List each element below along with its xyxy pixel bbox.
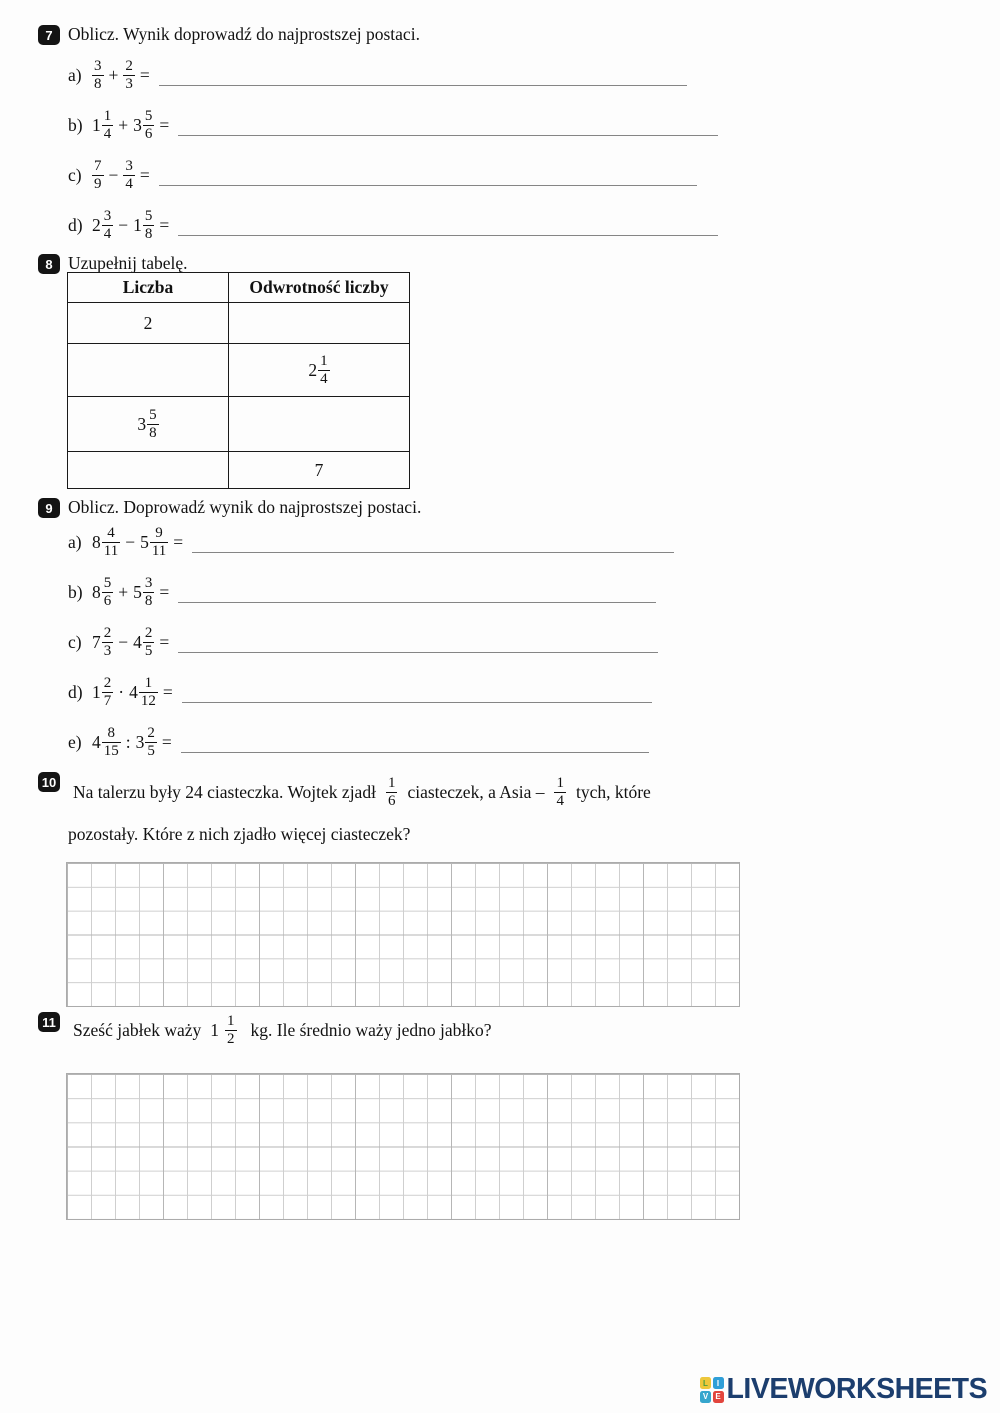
table-row <box>68 303 410 344</box>
fraction <box>143 108 155 143</box>
exercise-9-title: Oblicz. Doprowadź wynik do najprostszej postaci. <box>68 497 422 517</box>
liveworksheets-logo <box>700 1374 987 1404</box>
fraction-numerator: 2 <box>103 624 112 641</box>
exercise-8-title: Uzupełnij tabelę. <box>68 253 188 273</box>
fraction-denominator: 5 <box>147 742 155 759</box>
whole-number: 5 <box>133 581 142 602</box>
fraction-numerator: 1 <box>387 775 396 792</box>
answer-grid-1[interactable] <box>66 862 740 1007</box>
fraction-numerator: 4 <box>107 524 115 541</box>
fraction-numerator: 2 <box>144 624 153 641</box>
whole-number: 3 <box>137 413 147 434</box>
mixed-number <box>210 1013 241 1048</box>
fraction-numerator: 2 <box>125 57 133 74</box>
fraction <box>386 775 398 810</box>
whole-number: 1 <box>92 114 101 135</box>
fraction <box>150 525 168 560</box>
answer-line[interactable] <box>181 752 649 753</box>
text-segment: = <box>139 64 150 85</box>
fraction-numerator: 1 <box>320 352 328 369</box>
table-answer-cell[interactable] <box>229 303 410 344</box>
text-segment: kg. Ile średnio waży jedno jabłko? <box>250 1020 492 1040</box>
table-value-cell <box>229 344 410 397</box>
fraction-denominator: 8 <box>94 75 102 92</box>
item-label: b) <box>68 581 83 602</box>
table-value-cell <box>229 452 410 489</box>
mixed-number <box>92 625 113 660</box>
fraction <box>92 58 104 93</box>
exercise-9-equations <box>68 517 788 767</box>
mixed-number <box>92 725 121 760</box>
cell-value <box>139 313 158 334</box>
text-segment: 7 <box>314 459 324 480</box>
text-segment: = <box>173 531 184 552</box>
text-segment: = <box>139 164 150 185</box>
table-row <box>68 452 410 489</box>
table-answer-cell[interactable] <box>68 452 229 489</box>
fraction <box>143 575 155 610</box>
mixed-number <box>92 208 113 243</box>
mixed-number <box>92 525 120 560</box>
whole-number: 1 <box>92 681 101 702</box>
text-segment: − <box>118 214 129 235</box>
fraction-numerator: 3 <box>94 57 102 74</box>
fraction <box>102 575 114 610</box>
fraction-numerator: 7 <box>94 157 102 174</box>
fraction-numerator: 3 <box>125 157 133 174</box>
equation-row <box>68 517 788 567</box>
cell-value <box>137 407 158 442</box>
text-segment: tych, które <box>575 782 651 802</box>
text-segment: · <box>118 681 125 702</box>
mixed-number <box>137 407 158 442</box>
exercise-7-badge: 7 <box>38 25 60 45</box>
equation-row <box>68 617 788 667</box>
exercise-7-title: Oblicz. Wynik doprowadź do najprostszej postaci. <box>68 24 420 44</box>
item-label: d) <box>68 214 83 235</box>
exercise-10-text-line1 <box>68 770 656 815</box>
fraction-denominator: 7 <box>103 692 112 709</box>
reciprocal-table <box>67 272 410 489</box>
fraction <box>225 1013 237 1048</box>
answer-line[interactable] <box>178 652 658 653</box>
whole-number: 1 <box>133 214 142 235</box>
equation-row <box>68 200 788 250</box>
text-segment: + <box>118 581 129 602</box>
item-label: b) <box>68 114 83 135</box>
logo-tile-l: L <box>700 1377 711 1389</box>
fraction-denominator: 4 <box>103 125 112 142</box>
fraction-numerator: 2 <box>147 724 155 741</box>
table-row <box>68 344 410 397</box>
mixed-number <box>92 675 113 710</box>
text-segment: = <box>159 214 170 235</box>
fraction <box>143 208 155 243</box>
exercise-11-badge: 11 <box>38 1012 60 1032</box>
fraction-denominator: 8 <box>149 424 157 441</box>
fraction <box>102 525 120 560</box>
fraction-numerator: 2 <box>103 674 112 691</box>
equation-row <box>68 717 788 767</box>
whole-number: 5 <box>140 531 149 552</box>
equation-row <box>68 50 788 100</box>
text-segment: − <box>125 531 136 552</box>
whole-number: 1 <box>210 1020 220 1040</box>
fraction-denominator: 12 <box>140 692 156 709</box>
exercise-7-equations <box>68 50 788 250</box>
answer-line[interactable] <box>192 552 674 553</box>
fraction-denominator: 4 <box>320 370 328 387</box>
exercise-11-text <box>68 1008 497 1053</box>
whole-number: 2 <box>308 359 318 380</box>
fraction-denominator: 4 <box>125 175 133 192</box>
mixed-number <box>308 353 329 388</box>
text-segment: = <box>159 631 170 652</box>
text-segment: − <box>118 631 129 652</box>
text-segment: + <box>108 64 119 85</box>
table-value-cell <box>68 303 229 344</box>
text-segment: = <box>161 731 172 752</box>
whole-number: 2 <box>92 214 101 235</box>
text-segment: = <box>159 114 170 135</box>
fraction <box>123 158 135 193</box>
fraction-numerator: 3 <box>103 207 112 224</box>
fraction-numerator: 5 <box>103 574 112 591</box>
fraction <box>102 725 121 760</box>
answer-line[interactable] <box>178 235 718 236</box>
text-segment: : <box>125 731 131 752</box>
answer-line[interactable] <box>178 135 718 136</box>
cell-value <box>310 460 329 481</box>
mixed-number <box>140 525 168 560</box>
fraction <box>92 158 104 193</box>
table-header-cell: Odwrotność liczby <box>229 273 410 303</box>
equation-row <box>68 100 788 150</box>
exercise-10-text-line2: pozostały. Które z nich zjadło więcej ciasteczek? <box>68 824 411 844</box>
table-answer-cell[interactable] <box>229 397 410 452</box>
text-segment: = <box>159 581 170 602</box>
item-label: a) <box>68 64 82 85</box>
whole-number: 7 <box>92 631 101 652</box>
fraction <box>318 353 330 388</box>
text-segment: + <box>118 114 129 135</box>
whole-number: 4 <box>133 631 142 652</box>
fraction-numerator: 5 <box>149 406 157 423</box>
logo-tiles-icon <box>700 1377 724 1403</box>
answer-line[interactable] <box>159 185 697 186</box>
whole-number: 3 <box>135 731 145 752</box>
text-segment: 2 <box>143 312 153 333</box>
fraction-denominator: 3 <box>103 642 112 659</box>
mixed-number <box>129 675 158 710</box>
whole-number: 3 <box>133 114 142 135</box>
exercise-9-badge: 9 <box>38 498 60 518</box>
whole-number: 4 <box>92 731 101 752</box>
mixed-number <box>133 208 154 243</box>
fraction <box>102 108 114 143</box>
mixed-number <box>133 575 154 610</box>
table-header-cell: Liczba <box>68 273 229 303</box>
item-label: c) <box>68 164 82 185</box>
fraction <box>143 625 155 660</box>
answer-line[interactable] <box>159 85 687 86</box>
equation-row <box>68 567 788 617</box>
text-segment: ciasteczek, a Asia – <box>407 782 545 802</box>
item-label: e) <box>68 731 82 752</box>
fraction-denominator: 3 <box>125 75 133 92</box>
fraction <box>139 675 158 710</box>
fraction-numerator: 3 <box>144 574 153 591</box>
fraction <box>102 208 114 243</box>
mixed-number <box>133 625 154 660</box>
fraction-numerator: 5 <box>144 207 153 224</box>
logo-tile-e: E <box>713 1391 724 1403</box>
text-segment: Sześć jabłek waży <box>73 1020 202 1040</box>
fraction-denominator: 8 <box>144 225 153 242</box>
whole-number: 8 <box>92 531 101 552</box>
whole-number: 4 <box>129 681 138 702</box>
item-label: a) <box>68 531 82 552</box>
table-value-cell <box>68 397 229 452</box>
fraction <box>554 775 566 810</box>
fraction-denominator: 5 <box>144 642 153 659</box>
cell-value <box>308 353 329 388</box>
equation-row <box>68 150 788 200</box>
equation-row <box>68 667 788 717</box>
fraction-denominator: 11 <box>151 542 167 559</box>
fraction-denominator: 8 <box>144 592 153 609</box>
fraction-denominator: 6 <box>103 592 112 609</box>
fraction <box>147 407 159 442</box>
text-segment: = <box>162 681 173 702</box>
fraction-denominator: 4 <box>103 225 112 242</box>
table-row <box>68 397 410 452</box>
mixed-number <box>136 725 157 760</box>
logo-tile-i: I <box>713 1377 724 1389</box>
fraction-numerator: 8 <box>107 724 115 741</box>
table-header-row <box>68 273 410 303</box>
item-label: d) <box>68 681 83 702</box>
fraction <box>123 58 135 93</box>
fraction-denominator: 6 <box>387 793 396 809</box>
exercise-10-badge: 10 <box>38 772 60 792</box>
fraction-denominator: 9 <box>94 175 102 192</box>
answer-line[interactable] <box>178 602 656 603</box>
text-segment: Na talerzu były 24 ciasteczka. Wojtek zjadł <box>73 782 376 802</box>
fraction-numerator: 1 <box>103 107 112 124</box>
fraction-denominator: 4 <box>556 793 564 809</box>
fraction <box>102 625 114 660</box>
mixed-number <box>133 108 154 143</box>
fraction-numerator: 1 <box>227 1013 235 1030</box>
fraction <box>102 675 114 710</box>
mixed-number <box>92 108 113 143</box>
fraction-numerator: 9 <box>155 524 163 541</box>
text-segment: − <box>108 164 119 185</box>
fraction-denominator: 15 <box>103 742 119 759</box>
fraction-denominator: 11 <box>103 542 119 559</box>
mixed-number <box>92 575 113 610</box>
brand-text: LIVEWORKSHEETS <box>726 1373 988 1405</box>
fraction-numerator: 1 <box>556 775 564 792</box>
item-label: c) <box>68 631 82 652</box>
fraction-numerator: 5 <box>144 107 153 124</box>
fraction <box>145 725 157 760</box>
answer-line[interactable] <box>182 702 652 703</box>
fraction-denominator: 2 <box>227 1031 235 1047</box>
table-answer-cell[interactable] <box>68 344 229 397</box>
fraction-denominator: 6 <box>144 125 153 142</box>
logo-tile-v: V <box>700 1391 711 1403</box>
exercise-8-badge: 8 <box>38 254 60 274</box>
answer-grid-2[interactable] <box>66 1073 740 1220</box>
whole-number: 8 <box>92 581 101 602</box>
fraction-numerator: 1 <box>144 674 153 691</box>
